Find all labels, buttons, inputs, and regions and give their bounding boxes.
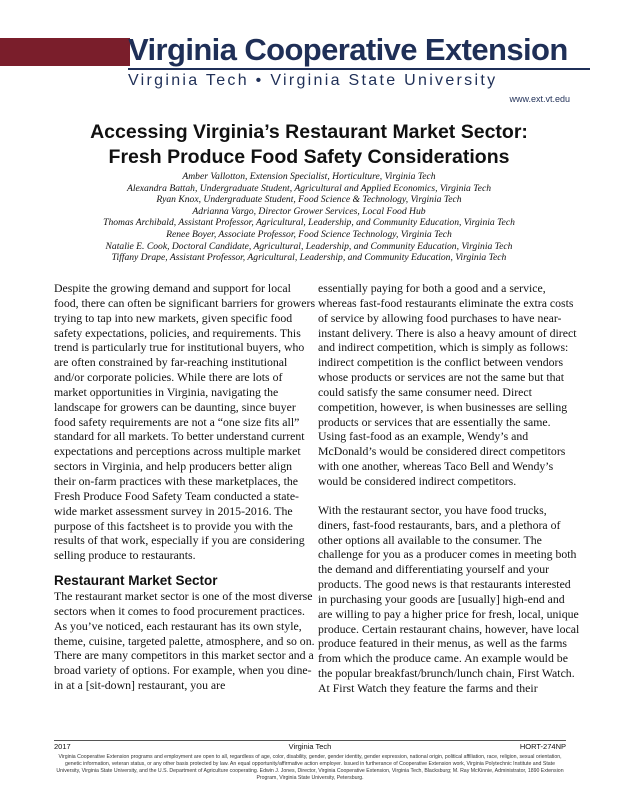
publication-code: HORT-274NP (519, 742, 566, 751)
footer (54, 742, 566, 753)
author: Thomas Archibald, Assistant Professor, Agricultural, Leadership, and Community Education, Virginia Tech (103, 217, 515, 229)
author: Tiffany Drape, Assistant Professor, Agricultural, Leadership, and Community Education, Virginia Tech (111, 252, 507, 264)
body-paragraph: With the restaurant sector, you have food trucks, diners, fast-food restaurants, bars, and a plethora of other options all available to the consumer. The challenge for you as a producer comes in meeting both the demand and differentiating yourself and your products. The good news is that restaurants interested in purchasing your goods are [usually] high-end and are willing to pay a higher price for fresh, local, unique produce. Certain restaurant chains, however, have local produce featured in their menus, as well as the farms from which the produce came. An example would be the popular breakfast/brunch/lunch chain, First Watch. At First Watch they feature the farms and their (318, 502, 580, 695)
right-column (318, 281, 580, 696)
author: Natalie E. Cook, Doctoral Candidate, Agricultural, Leadership, and Community Education, Virginia Tech (105, 240, 513, 252)
author: Amber Vallotton, Extension Specialist, Horticulture, Virginia Tech (182, 171, 436, 182)
logo-title: Virginia Cooperative Extension (128, 32, 568, 67)
footer-disclaimer: Virginia Cooperative Extension programs and employment are open to all, regardless of age, color, disability, gender, gender identity, gender expression, national origin, political affiliation, race, religion, sexual orientation, genetic information, veteran status, or any other basis protected by law. An equal opportunity/affirmative action employer. Issued in furtherance of Cooperative Extension work, Virginia Polytechnic Institute and State University, Virginia State University, and the U.S. Department of Agriculture cooperating. Edwin J. Jones, Director, Virginia Cooperative Extension, Virginia Tech, Blacksburg; M. Ray McKinnie, Administrator, 1890 Extension Program, Virginia State University, Petersburg. (56, 754, 564, 781)
author: Alexandra Battah, Undergraduate Student, Agricultural and Applied Economics, Virginia Tech (127, 182, 491, 194)
left-column (54, 281, 316, 693)
section-paragraph: The restaurant market sector is one of the most diverse sectors when it comes to food procurement practices. As you’ve noticed, each restaurant has its own style, theme, cuisine, targeted palette, atmosphere, and so on. There are many competitors in this market sector and a broad variety of options. For example, when you dine-in at a [sit-down] restaurant, you are (54, 589, 315, 693)
author: Adrianna Vargo, Director Grower Services, Local Food Hub (192, 205, 426, 217)
header (0, 0, 618, 110)
intro-paragraph: Despite the growing demand and support for local food, there can often be significant barriers for growers trying to tap into new markets, given specific food safety expectations, policies, and requirements. This trend is particularly true for institutional buyers, who are often constrained by far-reaching institutional and/or corporate policies. While there are lots of market opportunities in Virginia, navigating the landscape for growers can be daunting, since buyer food safety requirements are not a “one size fits all” standard for all markets. To better understand current expectations and perceptions across multiple market sectors in Virginia, and help producers better align their on-farm practices with these marketplaces, the Fresh Produce Food Safety Team conducted a state-wide market assessment survey in 2015-2016. The purpose of this factsheet is to provide you with the results of that work, especially if you are considering selling produce to restaurants. (54, 281, 316, 563)
logo-subtitle: Virginia Tech • Virginia State University (128, 72, 498, 89)
title-line-2: Fresh Produce Food Safety Considerations (108, 146, 510, 168)
body-paragraph: essentially paying for both a good and a service, whereas fast-food restaurants eliminate the extra costs of service by allowing food purchases to have near-instant delivery. There is also a heavy amount of direct and indirect competition, which is simply as follows: indirect competition is the conflict between vendors whose products or services are not the same but that could satisfy the same consumer need. Direct competition, however, is when businesses are selling products or services that are essentially the same. Using fast-food as an example, Wendy’s and McDonald’s would be considered direct competitors with one another, whereas Taco Bell and Wendy’s would be considered indirect competitors. (318, 281, 577, 488)
footer-divider (54, 740, 566, 741)
section-heading: Restaurant Market Sector (54, 573, 218, 589)
footer-year: 2017 (54, 742, 71, 751)
author: Ryan Knox, Undergraduate Student, Food Science & Technology, Virginia Tech (156, 194, 462, 206)
logo-maroon-bar (0, 38, 130, 66)
author: Renee Boyer, Associate Professor, Food Science Technology, Virginia Tech (166, 228, 452, 240)
website-url: www.ext.vt.edu (509, 94, 570, 104)
document-title (40, 120, 578, 170)
title-line-1: Accessing Virginia’s Restaurant Market Sector: (90, 121, 528, 143)
footer-org: Virginia Tech (288, 742, 332, 751)
logo-divider (128, 68, 590, 70)
author-list (40, 171, 578, 264)
